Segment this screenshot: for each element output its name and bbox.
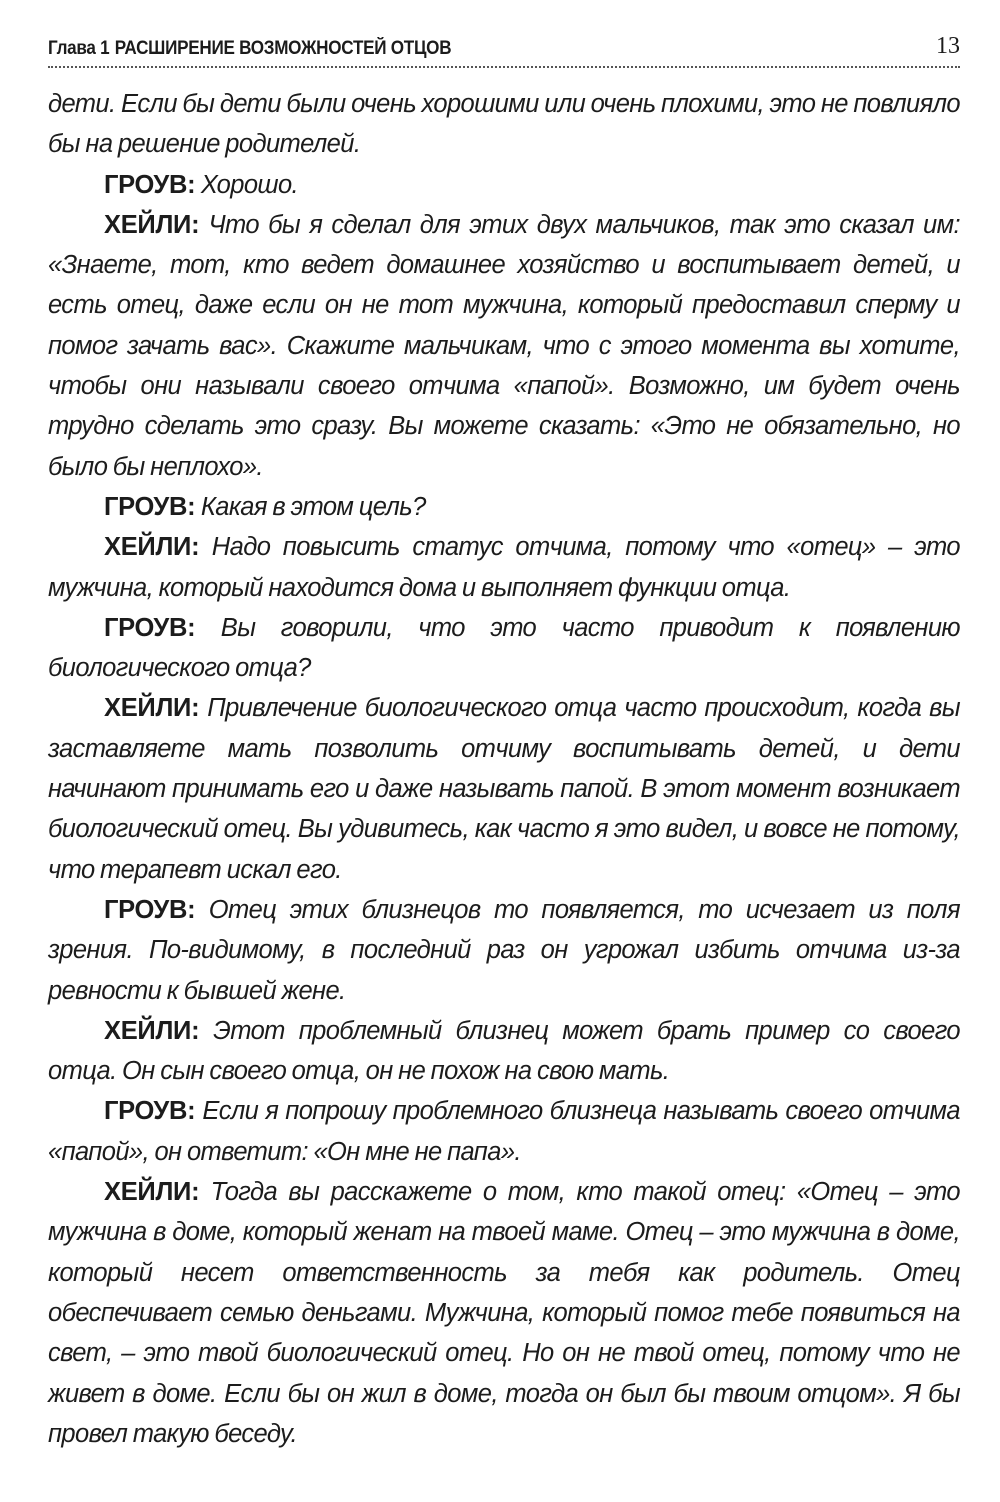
page-body	[48, 84, 960, 1454]
turn-text: Вы говорили, что это часто приводит к появлению биологического отца?	[48, 613, 960, 683]
dialogue-turn-3	[48, 487, 960, 527]
turn-text: Что бы я сделал для этих двух мальчиков, так это сказал им: «Знаете, тот, кто ведет домашнее хозяйство и воспитывает детей, и есть отец, даже если он не тот мужчина, который предоставил сперму и помог зачать вас». Скажите мальчикам, что с этого момента вы хотите, чтобы они называли своего отчима «папой». Возможно, им будет очень трудно сделать это сразу. Вы можете сказать: «Это не обязательно, но было бы неплохо».	[48, 210, 960, 481]
turn-text: Отец этих близнецов то появляется, то исчезает из поля зрения. По-видимому, в последний раз он угрожал избить отчима из-за ревности к бывшей жене.	[48, 895, 960, 1005]
chapter-title: РАСШИРЕНИЕ ВОЗМОЖНОСТЕЙ ОТЦОВ	[114, 38, 452, 59]
dialogue-turn-10	[48, 1172, 960, 1454]
speaker-label: ГРОУВ:	[104, 170, 196, 199]
turn-text: Тогда вы расскажете о том, кто такой отец: «Отец – это мужчина в доме, который женат на твоей маме. Отец – это мужчина в доме, который несет ответственность за тебя как родитель. Отец обеспечивает семью деньгами. Мужчина, который помог тебе появиться на свет, – это твой биологический отец. Но он не твой отец, потому что не живет в доме. Если бы он жил в доме, тогда он был бы твоим отцом». Я бы провел такую беседу.	[48, 1178, 960, 1448]
speaker-label: ГРОУВ:	[104, 613, 196, 642]
running-header	[48, 28, 960, 68]
speaker-label: ХЕЙЛИ:	[104, 1178, 200, 1207]
dialogue-turn-7	[48, 890, 960, 1011]
turn-text: Если я попрошу проблемного близнеца называть своего отчима «папой», он ответит: «Он мне не папа».	[48, 1097, 960, 1166]
page-number: 13	[936, 33, 960, 59]
dialogue-turn-8	[48, 1011, 960, 1092]
speaker-label: ГРОУВ:	[104, 1097, 196, 1126]
chapter-label: Глава 1	[48, 38, 110, 59]
dialogue-turn-5	[48, 608, 960, 689]
speaker-label: ХЕЙЛИ:	[104, 210, 200, 239]
speaker-label: ХЕЙЛИ:	[104, 533, 200, 562]
continuation-paragraph: дети. Если бы дети были очень хорошими или очень плохими, это не повлияло бы на решение родителей.	[48, 90, 960, 159]
dialogue-turn-4	[48, 527, 960, 608]
turn-text: Какая в этом цель?	[200, 492, 426, 521]
dialogue-turn-2	[48, 205, 960, 487]
speaker-label: ГРОУВ:	[104, 492, 196, 521]
turn-text: Привлечение биологического отца часто происходит, когда вы заставляете мать позволить отчиму воспитывать детей, и дети начинают принимать его и даже называть папой. В этот момент возникает биологический отец. Вы удивитесь, как часто я это видел, и вовсе не потому, что терапевт искал его.	[48, 694, 960, 884]
speaker-label: ХЕЙЛИ:	[104, 1016, 200, 1045]
turn-text: Надо повысить статус отчима, потому что «отец» – это мужчина, который находится дома и выполняет функции отца.	[48, 533, 960, 602]
dialogue-turn-6	[48, 688, 960, 889]
book-page	[48, 28, 960, 1478]
turn-text: Хорошо.	[200, 170, 299, 199]
speaker-label: ГРОУВ:	[104, 895, 196, 924]
chapter-heading	[48, 38, 451, 60]
turn-text: Этот проблемный близнец может брать пример со своего отца. Он сын своего отца, он не похож на свою мать.	[48, 1016, 960, 1086]
dialogue-turn-1	[48, 165, 960, 205]
speaker-label: ХЕЙЛИ:	[104, 694, 200, 723]
dialogue-turn-9	[48, 1091, 960, 1172]
